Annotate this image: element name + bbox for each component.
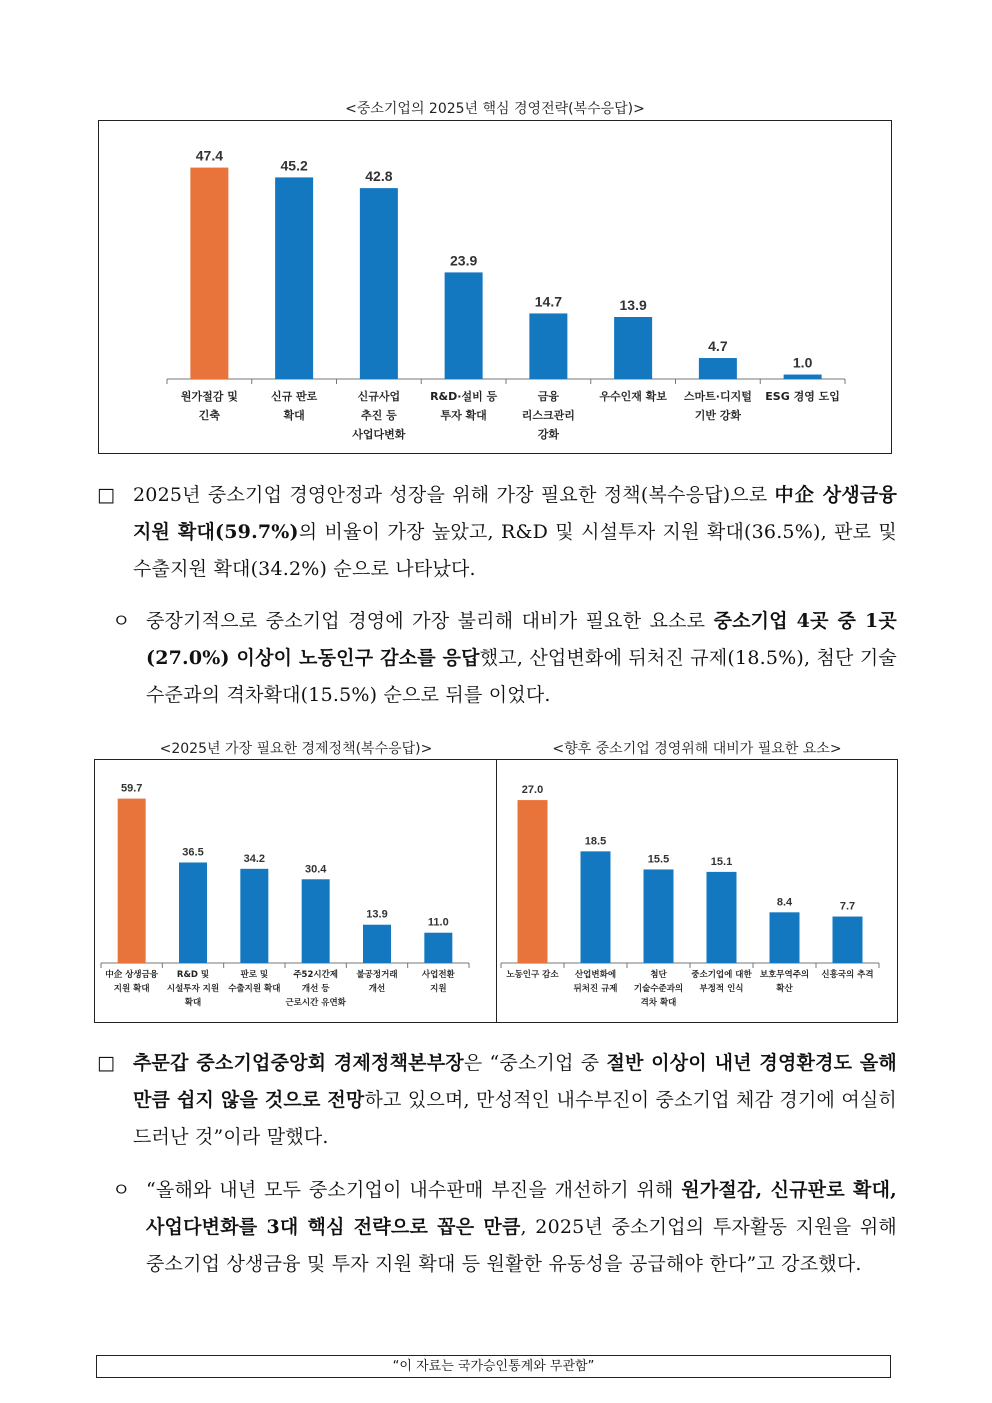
category-label: 산업변화에 [574,970,617,980]
bar [363,925,391,963]
chart2-title: <2025년 가장 필요한 경제정책(복수응답)> [159,741,433,757]
p3-bold-1: 추문갑 중소기업중앙회 경제정책본부장 [133,1052,464,1074]
category-label: 추진 등 [361,409,397,422]
value-label: 30.4 [304,863,327,876]
bar [833,917,863,963]
category-label: 사업다변화 [352,428,406,441]
bar [770,912,800,963]
p4-text-2: , 2025년 중소기업의 투자활동 지원을 위해 중소기업 상생금융 및 투자 지원 확대 등 원활한 유동성을 공급해야 한다”고 강조했다. [146,1216,897,1275]
category-label: 기술수준과의 [633,984,684,994]
p2-bold-1: 중소기업 4곳 중 1곳(27.0%) 이상이 노동인구 감소를 응답 [146,610,897,669]
category-label: 격차 확대 [640,998,677,1008]
category-label: 근로시간 유연화 [285,998,346,1008]
category-label: 판로 및 [240,970,269,980]
chart3-svg [497,760,897,1022]
bar [707,872,737,963]
paragraph-2 [112,603,897,714]
value-label: 23.9 [450,252,478,269]
value-label: 11.0 [427,916,449,929]
category-label: 中企 상생금융 [105,970,159,980]
value-label: 18.5 [584,835,607,848]
bar [240,869,268,963]
category-label: 개선 등 [301,984,330,994]
category-label: 신규사업 [357,390,401,403]
value-label: 27.0 [521,784,544,797]
category-label: 확산 [776,984,793,994]
bar [360,188,398,379]
bar [118,799,146,963]
bar [445,272,483,379]
category-label: 뒤처진 규제 [573,984,618,994]
footer-note: “이 자료는 국가승인통계와 무관함” [96,1355,891,1378]
category-label: 리스크관리 [521,409,575,422]
value-label: 1.0 [792,354,813,371]
p2-text-2: 했고, 산업변화에 뒤처진 규제(18.5%), 첨단 기술수준과의 격차확대(15.5%) 순으로 뒤를 이었다. [146,647,897,706]
chart1-svg [99,121,891,453]
bar [179,862,207,963]
category-label: 첨단 [650,970,667,980]
bar [302,879,330,963]
bar [529,313,567,379]
value-label: 4.7 [708,338,728,355]
category-label: R&D 및 [176,970,210,980]
chart1-title: <중소기업의 2025년 핵심 경영전략(복수응답)> [345,101,645,117]
chart3-title: <향후 중소기업 경영위해 대비가 필요한 요소> [552,741,842,757]
value-label: 47.4 [195,147,223,164]
category-label: 지원 확대 [113,984,150,994]
paragraph-1 [97,477,898,588]
p1-bold-1: 中企 상생금융 지원 확대(59.7%) [133,484,898,543]
bar [190,168,228,379]
category-label: 불공정거래 [356,970,398,980]
value-label: 14.7 [534,293,562,310]
p3-bold-2: 절반 이상이 내년 경영환경도 올해만큼 쉽지 않을 것으로 전망 [133,1052,897,1111]
category-label: 사업전환 [421,970,455,980]
p1-text-1: 2025년 중소기업 경영안정과 성장을 위해 가장 필요한 정책(복수응답)으로 [133,484,775,506]
square-bullet-icon: □ [97,1052,116,1074]
value-label: 42.8 [365,168,393,185]
category-label: 중소기업에 대한 [691,970,752,980]
value-label: 36.5 [182,846,204,859]
category-label: 부정적 인식 [699,984,744,994]
bar [644,869,674,963]
category-label: 확대 [184,998,202,1008]
category-label: 개선 [368,984,386,994]
bar [699,358,737,379]
p1-text-2: 의 비율이 가장 높았고, R&D 및 시설투자 지원 확대(36.5%), 판로 및 수출지원 확대(34.2%) 순으로 나타났다. [133,521,897,580]
p3-text-1: 은 “중소기업 중 [463,1052,607,1074]
value-label: 15.1 [710,855,733,868]
category-label: R&D·설비 등 [430,390,498,403]
bar [614,317,652,379]
chart3-box [496,759,898,1023]
p3-text-2: 하고 있으며, 만성적인 내수부진이 중소기업 체감 경기에 여실히 드러난 것”이라 말했다. [133,1089,897,1148]
category-label: 수출지원 확대 [228,984,281,994]
category-label: 우수인재 확보 [599,390,667,403]
category-label: 기반 강화 [694,409,742,422]
bar [518,800,548,963]
p2-text-1: 중장기적으로 중소기업 경영에 가장 불리해 대비가 필요한 요소로 [146,610,714,632]
bar [581,851,611,963]
square-bullet-icon: □ [97,484,116,506]
chart2-box [94,759,497,1023]
value-label: 13.9 [619,297,647,314]
category-label: 주52시간제 [293,970,339,980]
p4-bold-1: 원가절감, 신규판로 확대, 사업다변화를 3대 핵심 전략으로 꼽은 만큼 [146,1179,897,1238]
category-label: 노동인구 감소 [506,970,559,980]
bar [424,933,452,963]
bar [275,177,313,379]
category-label: 강화 [537,428,560,441]
category-label: 긴축 [198,409,221,422]
bar [784,375,822,379]
category-label: 확대 [283,409,305,422]
chart1-box [98,120,892,454]
category-label: ESG 경영 도입 [765,390,840,403]
value-label: 15.5 [647,853,670,866]
category-label: 시설투자 지원 [166,984,220,994]
category-label: 보호무역주의 [759,970,810,980]
circle-bullet-icon: ㅇ [112,610,131,632]
paragraph-4 [112,1172,897,1283]
value-label: 8.4 [776,896,793,909]
category-label: 원가절감 및 [180,390,238,403]
value-label: 7.7 [839,900,856,913]
category-label: 스마트·디지털 [683,390,752,403]
value-label: 59.7 [120,782,143,795]
category-label: 지원 [430,984,447,994]
category-label: 투자 확대 [440,409,487,422]
paragraph-3 [97,1045,897,1156]
category-label: 금융 [537,390,560,403]
category-label: 신흥국의 추격 [821,970,874,980]
circle-bullet-icon: ㅇ [112,1179,131,1201]
p4-text-1: “올해와 내년 모두 중소기업이 내수판매 부진을 개선하기 위해 [146,1179,682,1201]
value-label: 34.2 [243,852,266,865]
value-label: 45.2 [280,157,308,174]
value-label: 13.9 [366,908,388,921]
category-label: 신규 판로 [270,390,318,403]
chart2-svg [95,760,496,1022]
